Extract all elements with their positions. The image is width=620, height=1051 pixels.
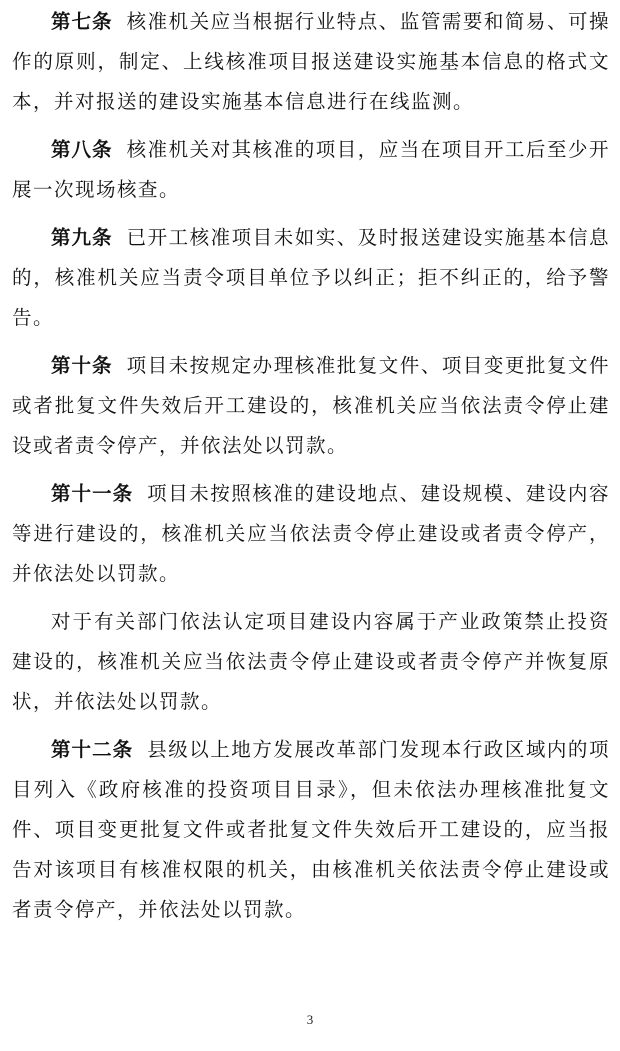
article-9-text: 已开工核准项目未如实、及时报送建设实施基本信息的，核准机关应当责令项目单位予以纠正；拒不纠正的，给予警告。: [12, 226, 610, 329]
article-8: [12, 130, 610, 210]
article-7-title: 第七条: [51, 10, 113, 33]
article-9: [12, 218, 610, 338]
article-10: [12, 346, 610, 466]
article-12-title: 第十二条: [51, 738, 134, 761]
article-11-text: 项目未按照核准的建设地点、建设规模、建设内容等进行建设的，核准机关应当依法责令停止建设或者责令停产，并依法处以罚款。: [12, 482, 610, 585]
article-11-title: 第十一条: [51, 482, 134, 505]
article-7-text: 核准机关应当根据行业特点、监管需要和简易、可操作的原则，制定、上线核准项目报送建设实施基本信息的格式文本，并对报送的建设实施基本信息进行在线监测。: [12, 10, 610, 113]
article-10-text: 项目未按规定办理核准批复文件、项目变更批复文件或者批复文件失效后开工建设的，核准机关应当依法责令停止建设或者责令停产，并依法处以罚款。: [12, 354, 610, 457]
article-12-text: 县级以上地方发展改革部门发现本行政区域内的项目列入《政府核准的投资项目目录》，但未依法办理核准批复文件、项目变更批复文件或者批复文件失效后开工建设的，应当报告对该项目有核准权限的机关，由核准机关依法责令停止建设或者责令停产，并依法处以罚款。: [12, 738, 610, 921]
article-11-paragraph-2-text: 对于有关部门依法认定项目建设内容属于产业政策禁止投资建设的，核准机关应当依法责令停止建设或者责令停产并恢复原状，并依法处以罚款。: [12, 610, 610, 713]
article-7: [12, 2, 610, 122]
article-12: [12, 730, 610, 930]
article-8-text: 核准机关对其核准的项目，应当在项目开工后至少开展一次现场核查。: [12, 138, 610, 201]
article-8-title: 第八条: [51, 138, 113, 161]
document-body: [12, 2, 610, 938]
page-number: 3: [306, 1012, 314, 1027]
article-10-title: 第十条: [51, 354, 113, 377]
article-11: [12, 474, 610, 594]
article-9-title: 第九条: [51, 226, 113, 249]
article-11-paragraph-2: [12, 602, 610, 722]
